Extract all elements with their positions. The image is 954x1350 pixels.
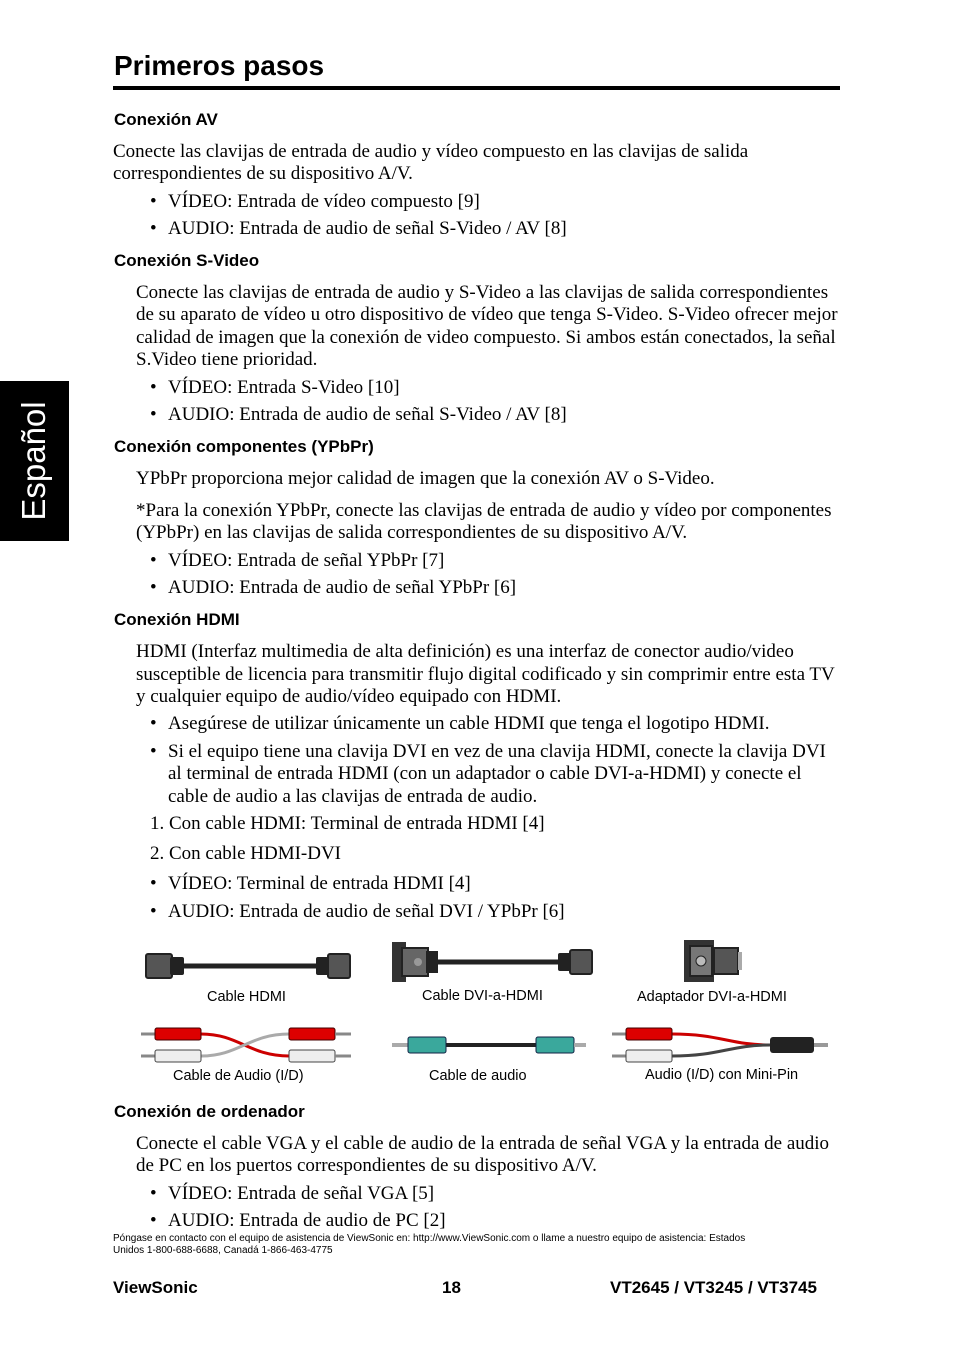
hdmi-bullet-audio: • AUDIO: Entrada de audio de señal DVI / YPbPr [6] <box>150 901 565 922</box>
hdmi-text-line-1: HDMI (Interfaz multimedia de alta definición) es una interfaz de conector audio/video <box>136 641 794 662</box>
section-heading-hdmi: Conexión HDMI <box>114 610 240 629</box>
hdmi-bullet-logo: • Asegúrese de utilizar únicamente un cable HDMI que tenga el logotipo HDMI. <box>150 713 770 734</box>
ypbpr-bullet-video: • VÍDEO: Entrada de señal YPbPr [7] <box>150 550 445 571</box>
ypbpr-text-line-2: *Para la conexión YPbPr, conecte las clavijas de entrada de audio y vídeo por componentes <box>136 500 832 521</box>
page-title: Primeros pasos <box>114 50 325 81</box>
svideo-bullet-audio: • AUDIO: Entrada de audio de señal S-Video / AV [8] <box>150 404 567 425</box>
section-heading-svideo: Conexión S-Video <box>114 251 260 270</box>
audio-mini-pin-cable-image <box>610 1022 832 1068</box>
section-heading-pc: Conexión de ordenador <box>114 1102 305 1121</box>
page-number: 18 <box>442 1278 461 1297</box>
section-heading-av: Conexión AV <box>114 110 218 129</box>
hdmi-bullet-video: • VÍDEO: Terminal de entrada HDMI [4] <box>150 873 471 894</box>
av-bullet-audio: • AUDIO: Entrada de audio de señal S-Video / AV [8] <box>150 218 567 239</box>
audio-lr-cable-image <box>139 1022 355 1068</box>
footer-brand: ViewSonic <box>113 1278 198 1297</box>
hdmi-cable-image <box>144 948 354 984</box>
svideo-bullet-video: • VÍDEO: Entrada S-Video [10] <box>150 377 400 398</box>
pc-bullet-audio: • AUDIO: Entrada de audio de PC [2] <box>150 1210 446 1231</box>
hdmi-bullet-dvi-line-2: al terminal de entrada HDMI (con un adaptador o cable DVI-a-HDMI) y conecte el <box>168 763 802 784</box>
dvi-hdmi-cable-image <box>388 940 596 984</box>
title-divider <box>113 86 840 90</box>
ypbpr-text-line-3: (YPbPr) en las clavijas de salida correspondientes de su dispositivo A/V. <box>136 522 688 543</box>
svideo-text-line-3: calidad de imagen que la conexión de video compuesto. Si ambos están conectados, la señal <box>136 327 836 348</box>
hdmi-bullet-dvi-line-3: cable de audio a las clavijas de entrada de audio. <box>168 786 538 807</box>
ypbpr-text-line-1: YPbPr proporciona mejor calidad de imagen que la conexión AV o S-Video. <box>136 468 715 489</box>
av-text-line-1: Conecte las clavijas de entrada de audio y vídeo compuesto en las clavijas de salida <box>113 141 749 162</box>
caption-dvi-hdmi-cable: Cable DVI-a-HDMI <box>422 988 543 1004</box>
pc-text-line-2: de PC en los puertos correspondientes de su dispositivo A/V. <box>136 1155 597 1176</box>
language-tab <box>0 381 69 541</box>
caption-dvi-hdmi-adapter: Adaptador DVI-a-HDMI <box>637 989 787 1005</box>
hdmi-text-line-3: y cualquier equipo de audio/vídeo equipado con HDMI. <box>136 686 562 707</box>
pc-text-line-1: Conecte el cable VGA y el cable de audio de la entrada de señal VGA y la entrada de audio <box>136 1133 830 1154</box>
caption-hdmi-cable: Cable HDMI <box>207 989 286 1005</box>
ypbpr-bullet-audio: • AUDIO: Entrada de audio de señal YPbPr [6] <box>150 577 517 598</box>
hdmi-text-line-2: susceptible de licencia para transmitir flujo digital codificado y sin comprimir entre esta TV <box>136 664 835 685</box>
svideo-text-line-1: Conecte las clavijas de entrada de audio y S-Video a las clavijas de salida correspondientes <box>136 282 829 303</box>
caption-audio-mini-pin-cable: Audio (I/D) con Mini-Pin <box>645 1067 799 1083</box>
support-contact-note <box>113 1233 833 1257</box>
svideo-text-line-2: de su aparato de vídeo u otro dispositivo de vídeo que tenga S-Video. S-Video ofrecer mejor <box>136 304 838 325</box>
language-tab-label: Español <box>15 401 52 521</box>
hdmi-bullet-dvi: • Si el equipo tiene una clavija DVI en vez de una clavija HDMI, conecte la clavija DVI <box>150 741 826 762</box>
svideo-text-line-4: S.Video tiene prioridad. <box>136 349 318 370</box>
footer-models: VT2645 / VT3245 / VT3745 <box>610 1278 817 1297</box>
caption-audio-cable: Cable de audio <box>429 1068 527 1084</box>
pc-bullet-video: • VÍDEO: Entrada de señal VGA [5] <box>150 1183 435 1204</box>
hdmi-numbered-2: 2. Con cable HDMI-DVI <box>150 843 342 864</box>
hdmi-numbered-1: 1. Con cable HDMI: Terminal de entrada HDMI [4] <box>150 813 545 834</box>
caption-audio-lr-cable: Cable de Audio (I/D) <box>173 1068 304 1084</box>
support-contact-line-1: Póngase en contacto con el equipo de asistencia de ViewSonic en: http://www.ViewSonic.com o llame a nuestro equipo de asistencia: Estados <box>113 1233 746 1244</box>
dvi-hdmi-adapter-image <box>680 938 744 984</box>
av-bullet-video: • VÍDEO: Entrada de vídeo compuesto [9] <box>150 191 480 212</box>
av-text-line-2: correspondientes de su dispositivo A/V. <box>113 163 413 184</box>
support-contact-line-2: Unidos 1-800-688-6688, Canadá 1-866-463-4775 <box>113 1245 333 1256</box>
audio-cable-image <box>390 1032 588 1058</box>
section-heading-ypbpr: Conexión componentes (YPbPr) <box>114 437 374 456</box>
